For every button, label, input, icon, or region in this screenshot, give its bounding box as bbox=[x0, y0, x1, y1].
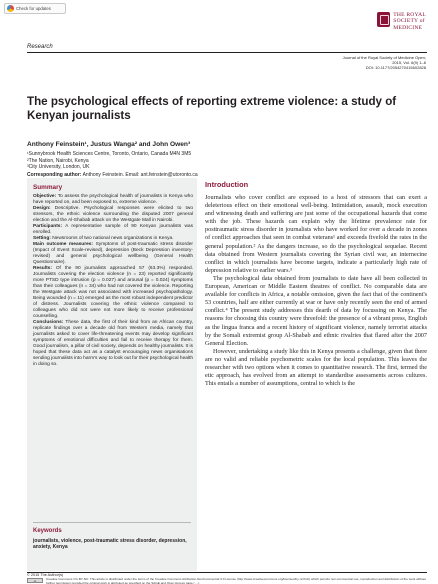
journal-info-line: 2015, Vol. 6(9) 1–6 bbox=[392, 60, 426, 65]
summary-heading: Summary bbox=[33, 184, 63, 191]
journal-logo-name bbox=[393, 12, 426, 31]
introduction-paragraph: Journalists who cover conflict are exposed to a host of stressors that can exert a deleterious effect on their emotional well-being. Intimidation, assault, mock execution and witnessing death and suffering are just some of the occupational hazards that come with the job. These hazards can explain why the lifetime prevalence rate for posttraumatic stress disorder in journalists who have worked for over a decade in zones of conflict approaches that seen in combat veterans¹ and exceeds fivefold the rates in the general population.² As the dangers increase, so do the psychological sequelae. Recent data obtained from Western journalists covering the Syrian civil war, an internecine conflict in which journalists have become targets, indicate a particularly high rate of depression relative to earlier wars.³ bbox=[205, 194, 427, 274]
keywords-list: journalists, violence, post-traumatic stress disorder, depression, anxiety, Kenya bbox=[33, 538, 187, 551]
corresponding-author-details: Anthony Feinstein. Email: ant.feinstein@utoronto.ca bbox=[82, 172, 198, 178]
keywords-divider bbox=[33, 522, 191, 523]
journal-citation-info bbox=[343, 55, 426, 70]
journal-info-line: Journal of the Royal Society of Medicine Open; bbox=[342, 55, 426, 60]
footer-divider bbox=[27, 572, 427, 573]
author-list: Anthony Feinstein¹, Justus Wanga² and John Owen³ bbox=[27, 141, 191, 148]
affiliation: ³City University, London, UK bbox=[27, 164, 90, 171]
summary-section-label: Participants: bbox=[33, 224, 63, 229]
summary-section-label: Main outcome measures: bbox=[33, 242, 94, 247]
journal-logo bbox=[377, 12, 426, 31]
summary-body bbox=[33, 194, 193, 368]
summary-section-label: Setting: bbox=[33, 236, 51, 241]
summary-section-text: Of the 90 journalists approached 57 (63.3%) responded. Journalists covering the election violence (n = 23) reported significantly more PTSD type intrusion (p = 0.027) and arousal (p = 0.024) symptoms than their colleagues (n = 34) who had not covered the violence. Reporting the Westgate attack was not associated with increased psychopathology. Being wounded (n = 11) emerged as the most robust independent predictor of distress. Journalists covering the ethnic violence compared to colleagues who did not were not more likely to receive professional counselling. bbox=[33, 266, 193, 319]
summary-section bbox=[33, 194, 193, 206]
journal-logo-line: SOCIETY of bbox=[393, 18, 425, 25]
copyright-notice: © 2015 The Author(s) bbox=[27, 573, 64, 577]
corresponding-author-label: Corresponding author: bbox=[27, 172, 82, 178]
header-divider bbox=[27, 52, 427, 53]
keywords-heading: Keywords bbox=[33, 528, 62, 534]
introduction-body bbox=[205, 194, 427, 388]
journal-logo-line: THE ROYAL bbox=[393, 12, 426, 18]
summary-section-text: Symptoms of post-traumatic stress disorder (Impact of Event Scale-revised), depression (Beck Depression inventory-revised) and general psychological wellbeing (General Health Questionnaire). bbox=[33, 242, 193, 265]
summary-section bbox=[33, 242, 193, 266]
summary-section-text: To assess the psychological health of journalists in Kenya who have reported on, and been exposed to, extreme violence. bbox=[33, 194, 193, 205]
affiliation: ²The Nation, Nairobi, Kenya bbox=[27, 157, 89, 164]
summary-section-text: Newsrooms of two national news organizations in Kenya. bbox=[52, 236, 174, 241]
check-for-updates-badge[interactable] bbox=[4, 3, 66, 14]
introduction-paragraph: However, undertaking a study like this in Kenya presents a challenge, given that there are no valid and reliable psychometric scales for the local population. This leaves the researcher with two options when it comes to quantitative research. The first, termed the etic approach, has evolved from an attempt to standardise assessments across cultures. This entails a number of assumptions, central to which is the bbox=[205, 347, 427, 388]
summary-section bbox=[33, 266, 193, 320]
article-title: The psychological effects of reporting extreme violence: a study of Kenyan journalists bbox=[27, 95, 397, 122]
summary-section-label: Conclusions: bbox=[33, 320, 64, 325]
summary-section-label: Design: bbox=[33, 206, 51, 211]
royal-society-crest-icon bbox=[377, 12, 390, 27]
introduction-heading: Introduction bbox=[205, 180, 249, 189]
summary-section-label: Objective: bbox=[33, 194, 57, 199]
check-for-updates-label: Check for updates bbox=[16, 6, 51, 11]
license-text: Creative Commons CC-BY-NC: This article is distributed under the terms of the Creative Commons Attribution-NonCommercial 3.0 License (http://www.creativecommons.org/licenses/by-nc/3.0/) which permits non-commercial use, reproduction and distribution of the work without further permission provided the original work is attributed as specified on the SAGE and Open Access page (…). bbox=[46, 577, 426, 584]
creative-commons-icon[interactable]: cc bbox=[27, 578, 43, 583]
summary-section-text: Descriptive. Psychological responses were elicited to two stressors, the ethnic violence surrounding the disputed 2007 general election and the Al-Shabab attack on the Westgate Mall in Nairobi. bbox=[33, 206, 193, 223]
journal-doi[interactable]: DOI: 10.1177/2054270415602828 bbox=[365, 65, 426, 70]
introduction-paragraph: The psychological data obtained from journalists to date have all been collected in European, American or Middle Eastern theatres of conflict. No comparable data are available for conflicts in Africa, a notable omission, given the fact that of the continent's 53 countries, half are either currently at war or have only recently seen the end of armed conflict.⁴ The present study addresses this dearth of data by focussing on Kenya. The reasons for choosing this country were threefold: the presence of a vibrant press, English as the lingua franca and a recent history of significant violence, namely terrorist attacks by the Somali extremist group Al-Shabab and ethnic rivalries that flared after the 2007 General Election. bbox=[205, 274, 427, 347]
crossmark-icon bbox=[7, 5, 14, 12]
summary-section-text: These data, the first of their kind from an African country, replicate findings over a decade old from Western media, namely that journalists asked to cover life-threatening events may develop significant symptoms of emotional difficulties and fail to receive therapy for them. Good journalism, a pillar of civil society, depends on healthy journalists. It is hoped that these data act as a catalyst encouraging news organisations sending journalists into harm's way to look out for their psychological health in doing so. bbox=[33, 320, 194, 367]
summary-section bbox=[33, 206, 193, 224]
summary-panel bbox=[27, 178, 197, 571]
summary-section-text: A representative sample of 90 Kenyan journalists was enrolled. bbox=[33, 224, 193, 235]
affiliations bbox=[27, 151, 191, 171]
section-label: Research bbox=[27, 44, 53, 50]
summary-section bbox=[33, 320, 193, 368]
summary-section bbox=[33, 224, 193, 236]
license-notice bbox=[27, 578, 427, 584]
summary-section-label: Results: bbox=[33, 266, 52, 271]
affiliation: ¹Sunnybrook Health Sciences Centre, Toronto, Ontario, Canada M4N 3M5 bbox=[27, 151, 192, 157]
journal-logo-line: MEDICINE bbox=[393, 24, 423, 31]
